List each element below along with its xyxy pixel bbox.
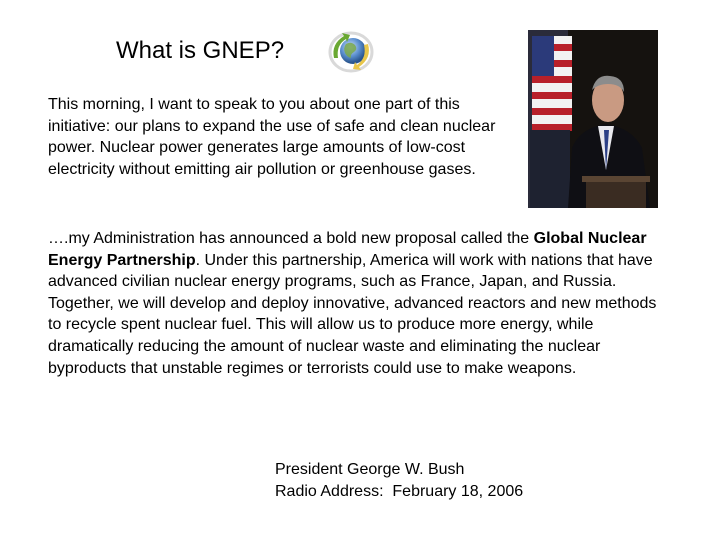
gnep-bold-term: Global Nuclear Energy Partnership bbox=[48, 230, 647, 269]
speaker-photo bbox=[528, 30, 658, 208]
speech-paragraph-1: This morning, I want to speak to you about one part of this initiative: our plans to expand the use of safe and clean nuclear power. Nuclear power generates large amounts of low-cost electricity without emitting air pollution or greenhouse gases. bbox=[48, 96, 496, 178]
signature-block bbox=[275, 459, 523, 502]
signature-name: President George W. Bush bbox=[275, 461, 465, 478]
paragraph-2-text-end: . Under this partnership, America will work with nations that have advanced civilian nuclear energy programs, such as France, Japan, and Russia. Together, we will develop and deploy innovative, advanced reactors and new methods to recycle spent nuclear fuel. This will allow us to produce more energy, while dramatically reducing the amount of nuclear waste and eliminating the nuclear byproducts that unstable regimes or terrorists could use to make weapons. bbox=[48, 251, 657, 377]
paragraph-2-text-start: ….my Administration has announced a bold new proposal called the bbox=[48, 230, 534, 247]
speaker-photo-art bbox=[528, 30, 658, 208]
globe-recycle-icon bbox=[328, 30, 374, 74]
slide-title: What is GNEP? bbox=[116, 37, 285, 64]
signature-source: Radio Address: February 18, 2006 bbox=[275, 482, 524, 500]
speech-paragraph-2 bbox=[48, 228, 668, 379]
